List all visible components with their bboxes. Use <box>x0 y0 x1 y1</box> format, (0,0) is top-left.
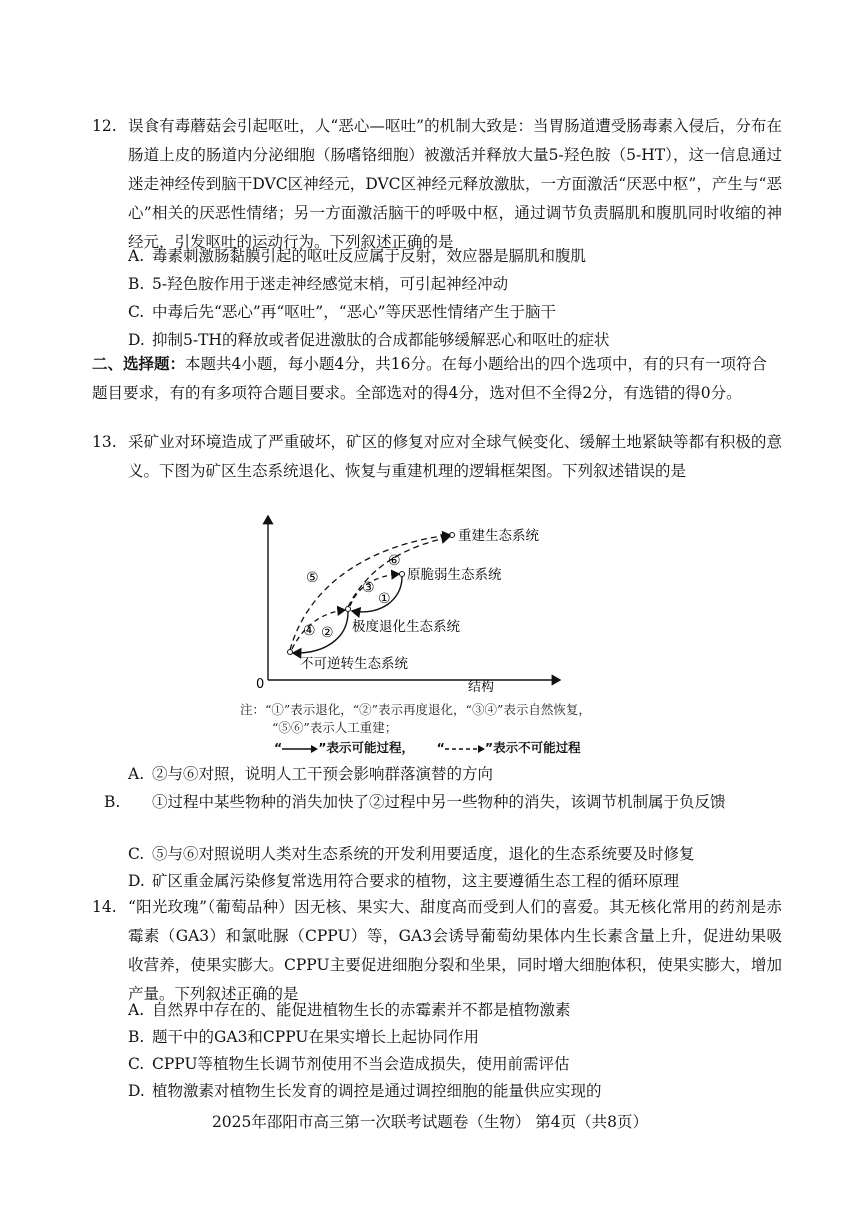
legend-dashed-text: 表示不可能过程 <box>493 740 581 755</box>
question-stem: 采矿业对环境造成了严重破坏，矿区的修复对应对全球气候变化、缓解土地紧缺等都有积极的意义。下图为矿区生态系统退化、恢复与重建机理的逻辑框架图。下列叙述错误的是 <box>128 433 782 480</box>
dashed-arrow-icon <box>445 744 485 754</box>
q14-option-b[interactable] <box>128 1023 778 1052</box>
option-text: 植物激素对植物生长发育的调控是通过调控细胞的能量供应实现的 <box>152 1082 602 1100</box>
marker-1: ① <box>378 591 391 607</box>
legend-solid-text: 表示可能过程， <box>326 740 414 755</box>
ecosystem-diagram <box>230 508 630 708</box>
option-label: B. <box>104 793 121 811</box>
q13-option-b[interactable] <box>104 788 806 817</box>
label-rebuilt: 重建生态系统 <box>458 528 539 544</box>
origin-label: 0 <box>256 677 265 692</box>
path-4-dashed <box>292 610 345 649</box>
question-number: 12. <box>92 117 117 135</box>
q12-option-c[interactable] <box>128 298 778 327</box>
section-text: 本题共4小题，每小题4分，共16分。在每小题给出的四个选项中，有的只有一项符合题目要求，有的有多项符合题目要求。全部选对的得4分，选对但不全得2分，有选错的得0分。 <box>92 355 767 402</box>
option-text: 5-羟色胺作用于迷走神经感觉末梢，可引起神经冲动 <box>152 275 509 293</box>
question-stem: “阳光玫瑰”（葡萄品种）因无核、果实大、甜度高而受到人们的喜爱。其无核化常用的药剂是赤霉素（GA3）和氯吡脲（CPPU）等，GA3会诱导葡萄幼果体内生长素含量上升，促进幼果吸收营养，使果实膨大。CPPU主要促进细胞分裂和坐果，同时增大细胞体积，使果实膨大，增加产量。下列叙述正确的是 <box>128 898 782 1003</box>
option-label: A. <box>128 1001 145 1019</box>
marker-5: ⑤ <box>306 570 319 586</box>
diagram-note-line2: “⑤⑥”表示人工重建； <box>272 720 398 735</box>
question-12 <box>92 112 782 257</box>
q13-option-a[interactable] <box>128 760 778 789</box>
node-rebuilt <box>450 533 455 538</box>
option-label: B. <box>128 1028 145 1046</box>
x-axis-label: 结构 <box>468 680 495 695</box>
option-label: C. <box>128 303 145 321</box>
option-label: C. <box>128 845 145 863</box>
option-text: 题干中的GA3和CPPU在果实增长上起协同作用 <box>152 1028 479 1046</box>
node-fragile <box>400 572 405 577</box>
option-text: 矿区重金属污染修复常选用符合要求的植物，这主要遵循生态工程的循环原理 <box>152 872 680 890</box>
label-degraded: 极度退化生态系统 <box>352 619 460 635</box>
node-irreversible <box>288 650 293 655</box>
q14-option-c[interactable] <box>128 1050 778 1079</box>
option-label: B. <box>128 275 145 293</box>
marker-3: ③ <box>362 580 375 596</box>
solid-arrow-icon <box>282 744 318 754</box>
q13-option-c[interactable] <box>128 840 778 869</box>
marker-6: ⑥ <box>388 553 401 569</box>
path-1-solid <box>352 577 402 612</box>
marker-4: ④ <box>303 623 316 639</box>
page-footer: 2025年邵阳市高三第一次联考试题卷（生物） 第4页（共8页） <box>211 1113 649 1131</box>
option-label: A. <box>128 247 145 265</box>
section-heading: 二、选择题： <box>92 355 186 373</box>
question-number: 13. <box>92 433 117 451</box>
diagram-legend: “ ”表示可能过程， “ ”表示不可能过程 <box>274 740 581 755</box>
option-label: D. <box>128 331 145 349</box>
marker-2: ② <box>321 625 334 641</box>
q13-option-d[interactable] <box>128 867 778 896</box>
q12-option-b[interactable] <box>128 270 778 299</box>
option-text: 中毒后先“恶心”再“呕吐”，“恶心”等厌恶性情绪产生于脑干 <box>152 303 557 321</box>
option-label: A. <box>128 765 145 783</box>
q14-option-a[interactable] <box>128 996 778 1025</box>
option-text: ⑤与⑥对照说明人类对生态系统的开发利用要适度，退化的生态系统要及时修复 <box>152 845 695 863</box>
option-text: 抑制5-TH的释放或者促进激肽的合成都能够缓解恶心和呕吐的症状 <box>152 331 610 349</box>
label-fragile: 原脆弱生态系统 <box>407 567 502 583</box>
section-2-instructions <box>92 350 782 408</box>
option-text: ①过程中某些物种的消失加快了②过程中另一些物种的消失，该调节机制属于负反馈 <box>152 793 726 811</box>
option-text: 毒素刺激肠黏膜引起的呕吐反应属于反射，效应器是膈肌和腹肌 <box>152 247 587 265</box>
question-14 <box>92 893 782 1009</box>
q14-option-d[interactable] <box>128 1077 778 1106</box>
option-label: C. <box>128 1055 145 1073</box>
node-degraded <box>346 607 351 612</box>
diagram-note-line1: 注：“①”表示退化，“②”表示再度退化，“③④”表示自然恢复， <box>240 702 591 717</box>
q12-option-a[interactable] <box>128 242 778 271</box>
option-label: D. <box>128 872 145 890</box>
question-number: 14. <box>92 898 117 916</box>
option-label: D. <box>128 1082 145 1100</box>
option-text: ②与⑥对照，说明人工干预会影响群落演替的方向 <box>152 765 494 783</box>
question-stem: 误食有毒蘑菇会引起呕吐，人“恶心—呕吐”的机制大致是：当胃肠道遭受肠毒素入侵后，分布在肠道上皮的肠道内分泌细胞（肠嗜铬细胞）被激活并释放大量5-羟色胺（5-HT），这一信息通过迷走神经传到脑干DVC区神经元，DVC区神经元释放激肽，一方面激活“厌恶中枢”，产生与“恶心”相关的厌恶性情绪；另一方面激活脑干的呼吸中枢，通过调节负责膈肌和腹肌同时收缩的神经元，引发呕吐的运动行为。下列叙述正确的是 <box>128 117 782 251</box>
option-text: 自然界中存在的、能促进植物生长的赤霉素并不都是植物激素 <box>152 1001 571 1019</box>
label-irreversible: 不可逆转生态系统 <box>300 656 408 672</box>
option-text: CPPU等植物生长调节剂使用不当会造成损失，使用前需评估 <box>152 1055 570 1073</box>
question-13 <box>92 428 782 486</box>
